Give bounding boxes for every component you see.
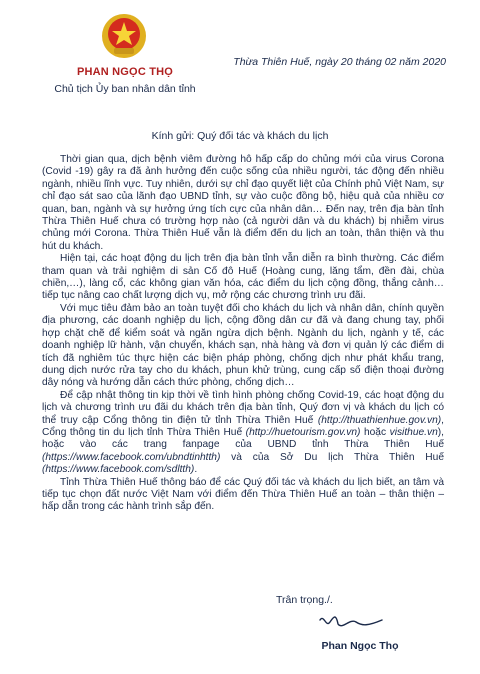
closing-line: Trân trọng./. (276, 594, 333, 606)
paragraph-3: Với mục tiêu đảm bảo an toàn tuyệt đối cho khách du lịch và nhân dân, chính quyền địa phương, các doanh nghiệp du lịch, cộng đồng dân cư đã và đang chung tay, phối hợp chặt chẽ để kiểm soát và ngăn ngừa dịch bệnh. Ngành du lịch, ngành y tế, các doanh nghiệp lữ hành, vận chuyển, khách sạn, nhà hàng và đơn vị quản lý các điểm di tích đã nghiêm túc thực hiện các biện pháp phòng, chống dịch như phát khẩu trang, dung dịch nước rửa tay cho du khách, phun khử trùng, cung cấp số điện thoại đường dây nóng và hướng dẫn cách thức phòng, chống dịch… (42, 302, 444, 389)
link-visithue[interactable]: visithue.vn (389, 426, 438, 438)
link-thuathienhue[interactable]: (http://thuathienhue.gov.vn) (317, 414, 442, 426)
place-date: Thừa Thiên Huế, ngày 20 tháng 02 năm 2020 (233, 56, 446, 68)
link-huetourism[interactable]: (http://huetourism.gov.vn) (245, 426, 361, 438)
paragraph-4-text-f: . (194, 464, 198, 476)
link-facebook-ubnd[interactable]: (https://www.facebook.com/ubndtinhtth) (42, 451, 221, 463)
link-facebook-sdl[interactable]: (https://www.facebook.com/sdltth) (42, 464, 195, 476)
handwritten-signature-icon (316, 610, 386, 634)
paragraph-4-text-b: , Cổng thông tin du lịch tỉnh Thừa Thiên Huế (42, 414, 444, 438)
paragraph-4-text-d: ), hoặc vào các trang fanpage của UBND tỉnh Thừa Thiên Huế (42, 426, 444, 451)
signer-name: Phan Ngọc Thọ (321, 640, 399, 652)
letter-body (42, 154, 444, 514)
paragraph-1: Thời gian qua, dịch bệnh viêm đường hô hấp cấp do chủng mới của virus Corona (Covid -19) gây ra đã ảnh hưởng đến cuộc sống của nhiều người, tác động đến nhiều ngành, nhiều lĩnh vực. Tuy nhiên, dưới sự chỉ đạo quyết liệt của Chính phủ Việt Nam, sự chỉ đạo sát sao của lãnh đạo UBND tỉnh, sự vào cuộc đồng bộ, hiệu quả của nhiều cơ quan, ban, ngành và sự hưởng ứng tích cực của nhân dân… Đến nay, trên địa bàn tỉnh Thừa Thiên Huế chưa có trường hợp nào (cả người dân và du khách) bị nhiễm virus chủng mới Corona. Thừa Thiên Huế vẫn là điểm đến du lịch an toàn, thân thiện và thu hút du khách. (42, 154, 444, 252)
sender-name: PHAN NGỌC THỌ (76, 66, 174, 78)
paragraph-4-text-e: và của Sở Du lịch Thừa Thiên Huế (220, 451, 444, 463)
recipient-line: Kính gửi: Quý đối tác và khách du lịch (151, 130, 329, 142)
paragraph-4-text-c: hoặc (360, 426, 390, 438)
paragraph-4 (42, 390, 444, 477)
paragraph-4-text-a: Để cập nhật thông tin kịp thời về tình hình phòng chống Covid-19, các hoạt động du lịch và chương trình ưu đãi du khách trên địa bàn tỉnh, Quý đơn vị và khách du lịch có thể truy cập Cổng thông tin điện tử tỉnh Thừa Thiên Huế (42, 389, 444, 426)
paragraph-5: Tỉnh Thừa Thiên Huế thông báo để các Quý đối tác và khách du lịch biết, an tâm và tiếp tục chọn đất nước Việt Nam với điểm đến Thừa Thiên Huế an toàn – thân thiện – hấp dẫn trong các hành trình sắp đến. (42, 476, 444, 513)
sender-title: Chủ tịch Ủy ban nhân dân tỉnh (54, 83, 196, 95)
paragraph-2: Hiện tại, các hoạt động du lịch trên địa bàn tỉnh vẫn diễn ra bình thường. Các điểm tham quan và trải nghiệm di sản Cố đô Huế (Hoàng cung, lăng tẩm, đền đài, chùa chiền,…), làng cổ, các không gian văn hóa, các điểm du lịch cộng đồng, thắng cảnh… tiếp tục nâng cao chất lượng dịch vụ, mở rộng các chương trình ưu đãi. (42, 253, 444, 302)
national-emblem-icon (100, 12, 148, 60)
